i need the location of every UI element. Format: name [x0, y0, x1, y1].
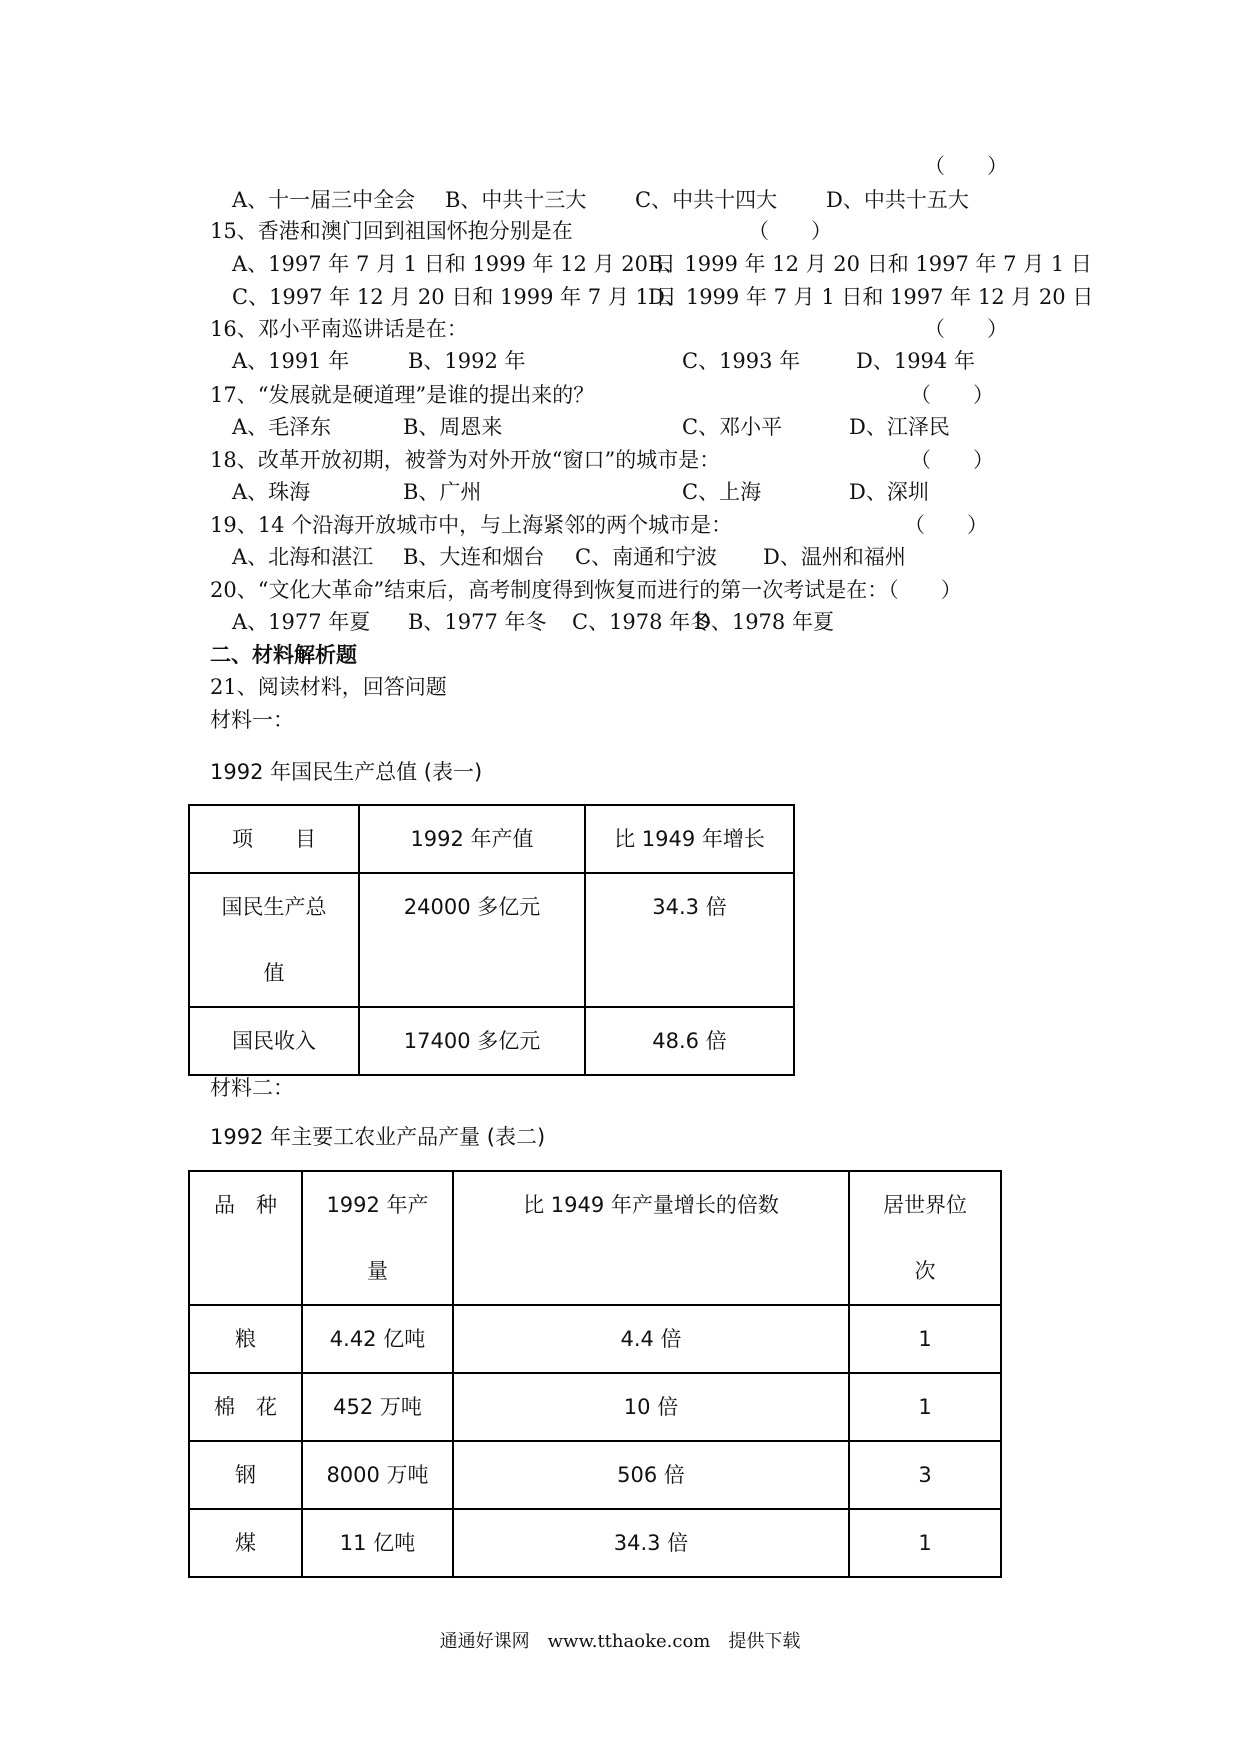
- answer-paren: （ ）: [924, 154, 1008, 178]
- table-cell-kind: 煤: [189, 1509, 302, 1577]
- answer-paren: （ ）: [910, 448, 994, 472]
- table-cell-item: 国民生产总 值: [189, 873, 359, 1007]
- option-d: D、中共十五大: [826, 188, 969, 212]
- table-cell-growth: 10 倍: [453, 1373, 849, 1441]
- option-b: B、1977 年冬: [408, 610, 547, 634]
- section-heading: 二、材料解析题: [210, 642, 357, 667]
- question-text: 18、改革开放初期，被誉为对外开放“窗口”的城市是：: [210, 448, 721, 472]
- table-cell-value: 24000 多亿元: [359, 873, 585, 1007]
- option-c: C、中共十四大: [635, 188, 778, 212]
- table-header-output: 1992 年产 量: [302, 1171, 453, 1305]
- table-header-growth: 比 1949 年产量增长的倍数: [453, 1171, 849, 1305]
- option-a: A、北海和湛江: [232, 545, 374, 569]
- material-2-label: 材料二：: [210, 1076, 294, 1100]
- q20-stem: [210, 575, 1010, 605]
- option-c: C、1997 年 12 月 20 日和 1999 年 7 月 1 日: [232, 285, 677, 309]
- option-c: C、邓小平: [682, 415, 783, 439]
- table-gnp: [188, 804, 795, 1076]
- option-d: D、江泽民: [849, 415, 950, 439]
- option-b: B、大连和烟台: [403, 545, 545, 569]
- option-b: B、周恩来: [403, 415, 503, 439]
- option-c: C、南通和宁波: [575, 545, 718, 569]
- table-header-growth: 比 1949 年增长: [585, 805, 794, 873]
- table-cell-growth: 4.4 倍: [453, 1305, 849, 1373]
- table-production: [188, 1170, 1002, 1578]
- table-cell-kind: 粮: [189, 1305, 302, 1373]
- q15-stem: [210, 216, 1010, 246]
- option-d: D、深圳: [849, 480, 929, 504]
- table-cell-growth: 34.3 倍: [585, 873, 794, 1007]
- table-header-rank: 居世界位 次: [849, 1171, 1001, 1305]
- question-text: 17、“发展就是硬道理”是谁的提出来的？: [210, 383, 595, 407]
- option-a: A、十一届三中全会: [232, 188, 416, 212]
- question-text: 16、邓小平南巡讲话是在：: [210, 317, 468, 341]
- question-text: 15、香港和澳门回到祖国怀抱分别是在: [210, 219, 573, 243]
- table-cell-growth: 48.6 倍: [585, 1007, 794, 1075]
- table-cell-growth: 34.3 倍: [453, 1509, 849, 1577]
- table-cell-output: 11 亿吨: [302, 1509, 453, 1577]
- option-c: C、1978 年冬: [572, 610, 712, 634]
- page-footer: 通通好课网 www.tthaoke.com 提供下载: [439, 1631, 801, 1652]
- option-c: C、1993 年: [682, 349, 801, 373]
- option-b: B、1992 年: [408, 349, 526, 373]
- table-header-item: 项 目: [189, 805, 359, 873]
- material-1-label: 材料一：: [210, 708, 294, 732]
- question-21: 21、阅读材料，回答问题: [210, 675, 447, 699]
- option-b: B、广州: [403, 480, 482, 504]
- option-b: B、中共十三大: [445, 188, 587, 212]
- table-cell-kind: 钢: [189, 1441, 302, 1509]
- option-b: B、1999 年 12 月 20 日和 1997 年 7 月 1 日: [648, 252, 1092, 276]
- q19-stem: [210, 510, 1010, 540]
- option-d: D、温州和福州: [763, 545, 906, 569]
- answer-paren: （ ）: [748, 219, 832, 243]
- table-cell-value: 17400 多亿元: [359, 1007, 585, 1075]
- question-text: 19、14 个沿海开放城市中，与上海紧邻的两个城市是：: [210, 513, 733, 537]
- option-a: A、1991 年: [232, 349, 350, 373]
- table-cell-kind: 棉 花: [189, 1373, 302, 1441]
- q18-stem: [210, 445, 1010, 475]
- table-cell-rank: 1: [849, 1509, 1001, 1577]
- option-d: D、1978 年夏: [694, 610, 834, 634]
- question-text: 20、“文化大革命”结束后，高考制度得到恢复而进行的第一次考试是在：（ ）: [210, 578, 962, 602]
- table-cell-item: 国民收入: [189, 1007, 359, 1075]
- answer-paren: （ ）: [924, 317, 1008, 341]
- answer-paren: （ ）: [910, 383, 994, 407]
- answer-paren: （ ）: [904, 513, 988, 537]
- table-cell-output: 452 万吨: [302, 1373, 453, 1441]
- option-a: A、毛泽东: [232, 415, 332, 439]
- q17-stem: [210, 380, 1010, 410]
- table-cell-output: 8000 万吨: [302, 1441, 453, 1509]
- table-cell-growth: 506 倍: [453, 1441, 849, 1509]
- q16-stem: [210, 314, 1010, 344]
- option-c: C、上海: [682, 480, 762, 504]
- option-d: D、1994 年: [856, 349, 975, 373]
- option-d: D、1999 年 7 月 1 日和 1997 年 12 月 20 日: [648, 285, 1094, 309]
- option-a: A、1997 年 7 月 1 日和 1999 年 12 月 20 日: [232, 252, 676, 276]
- table-cell-rank: 1: [849, 1373, 1001, 1441]
- table1-caption: 1992 年国民生产总值 (表一): [210, 760, 483, 784]
- table-cell-output: 4.42 亿吨: [302, 1305, 453, 1373]
- option-a: A、珠海: [232, 480, 311, 504]
- table2-caption: 1992 年主要工农业产品产量 (表二): [210, 1125, 546, 1149]
- table-header-kind: 品 种: [189, 1171, 302, 1305]
- table-cell-rank: 1: [849, 1305, 1001, 1373]
- option-a: A、1977 年夏: [232, 610, 371, 634]
- table-header-value: 1992 年产值: [359, 805, 585, 873]
- table-cell-rank: 3: [849, 1441, 1001, 1509]
